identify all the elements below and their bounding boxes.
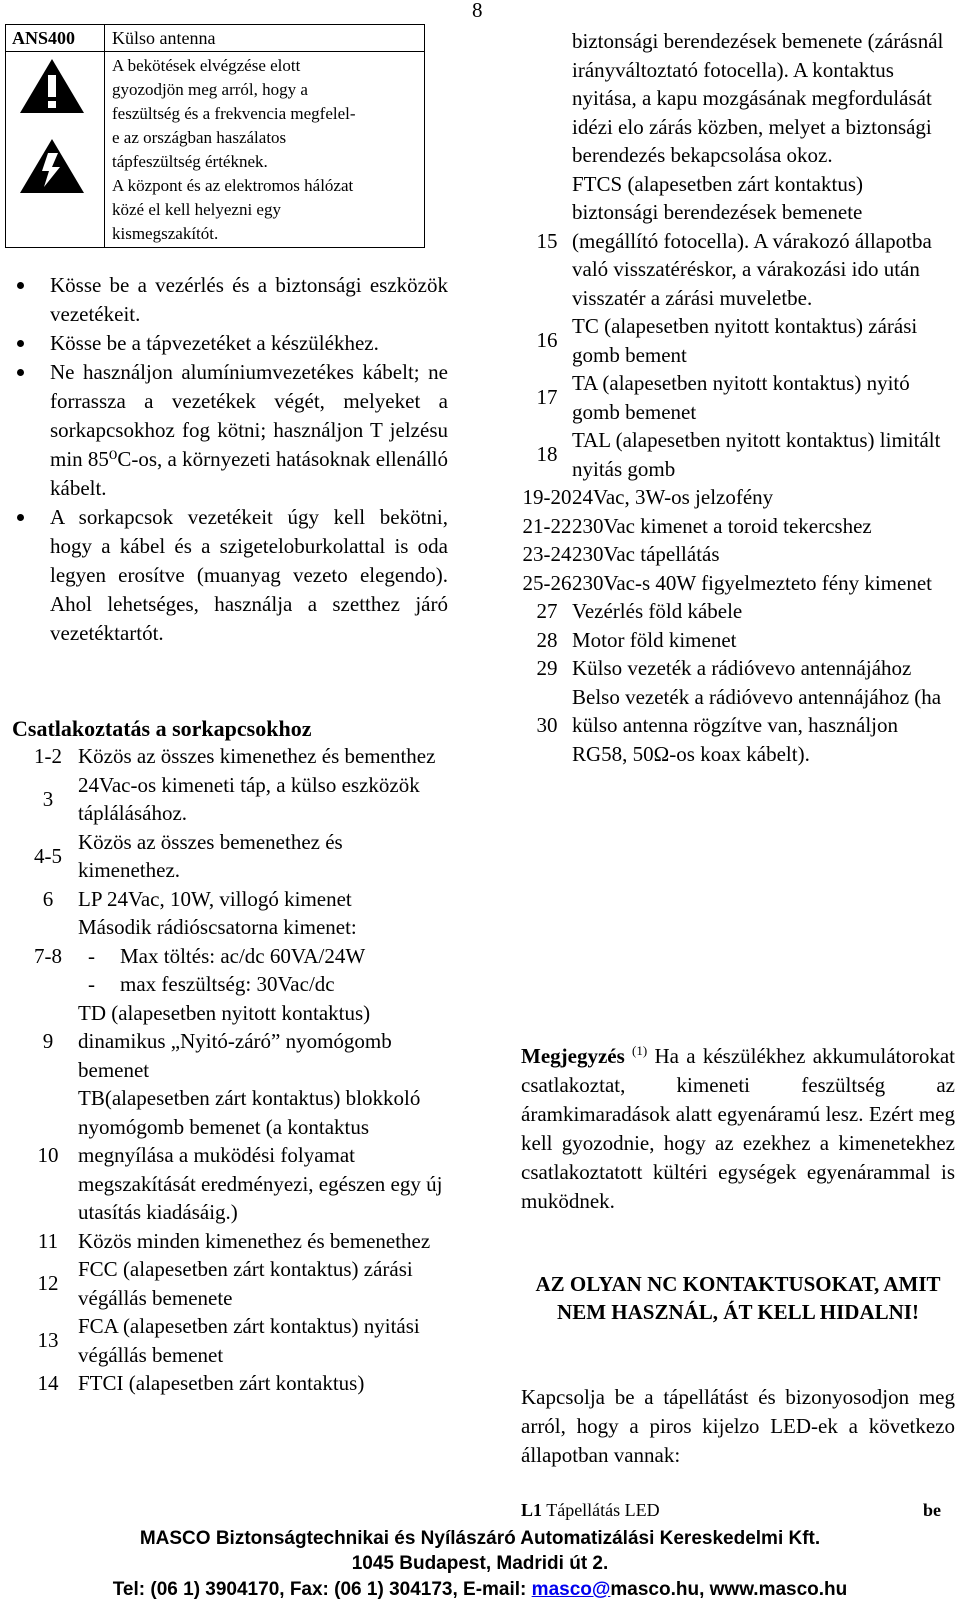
footer-web: masco.hu, www.masco.hu [610, 1579, 848, 1600]
terminal-number: 9 [42, 1029, 54, 1053]
terminal-table-right [522, 27, 952, 768]
electrical-hazard-icon [18, 137, 86, 195]
table-row [18, 828, 448, 885]
page-number: 8 [472, 0, 483, 22]
table-row [18, 1084, 448, 1227]
terminal-description: Belso vezeték a rádióvevo antennájához (ha külso antenna rögzítve van, használjon RG58, 50Ω-os koax kábelt). [572, 684, 942, 766]
warning-triangle-icon [18, 57, 86, 115]
table-row [522, 512, 952, 541]
table-row [522, 540, 952, 569]
email-link[interactable]: masco@ [531, 1579, 611, 1600]
warning-line: e az országban haszálatos [112, 128, 287, 147]
note-footnote-mark: (1) [632, 1043, 648, 1058]
sub-item-text: Max töltés: ac/dc 60VA/24W [120, 943, 366, 968]
warning-line: tápfeszültség értéknek. [112, 152, 268, 171]
table-row [522, 170, 952, 313]
terminal-description: Közös minden kimenethez és bemenethez [78, 1228, 431, 1253]
terminal-number: 17 [536, 385, 558, 410]
terminal-description: FTCI (alapesetben zárt kontaktus) [78, 1371, 365, 1395]
terminal-description-group [78, 913, 448, 999]
terminal-number: 4-5 [34, 843, 62, 868]
intro-paragraph: Kapcsolja be a tápellátást és bizonyosodjon meg arról, hogy a piros kijelzo LED-ek a következo állapotban vannak: [521, 1385, 955, 1467]
terminal-description: FCC (alapesetben zárt kontaktus) zárási végállás bemenete [78, 1257, 413, 1310]
table-row [522, 626, 952, 655]
terminal-number: 14 [37, 1371, 59, 1395]
led-id: L1 [521, 1500, 543, 1520]
table-row [522, 312, 952, 369]
warning-box-header-line [6, 51, 424, 52]
terminal-description: TB(alapesetben zárt kontaktus) blokkoló nyomógomb bemenet (a kontaktus megnyílása a muködési folyamat megszakítását eredményezi, egészen egy új utasítás kiadásáig.) [78, 1086, 443, 1224]
warning-box-divider [104, 25, 105, 247]
sub-item: - Max töltés: ac/dc 60VA/24W [88, 943, 366, 968]
terminal-description: biztonsági berendezések bemenete (zárásnál irányváltoztató fotocella). A kontaktus nyitása, a kapu mozgásának megfordulását idézi elo zárás közben, melyet a biztonsági berendezés bekapcsolása okoz. [572, 29, 944, 167]
warning-line: közé el kell helyezni egy [112, 200, 281, 219]
footer-contact [0, 1579, 960, 1601]
warning-heading: Külso antenna [112, 28, 216, 48]
terminal-number: 30 [536, 713, 558, 737]
table-row [522, 569, 952, 598]
note-label: Megjegyzés [521, 1044, 625, 1068]
terminal-number: 6 [42, 886, 54, 911]
table-row [522, 27, 952, 170]
table-row [522, 683, 952, 769]
terminal-description: TAL (alapesetben nyitott kontaktus) limitált nyitás gomb [572, 428, 941, 481]
warning-line: A bekötések elvégzése elott [112, 56, 301, 75]
instruction-list [12, 271, 448, 648]
terminal-number: 25-26 [522, 570, 572, 595]
terminal-description: Közös az összes kimenethez és bementhez [78, 744, 436, 768]
table-row [522, 654, 952, 683]
table-row [18, 885, 448, 914]
terminal-description: 230Vac kimenet a toroid tekercshez [572, 513, 872, 538]
terminal-description: Közös az összes bemenethez és kimenethez. [78, 829, 343, 882]
table-row [18, 913, 448, 999]
terminal-description: TC (alapesetben nyitott kontaktus) zárási gomb bement [572, 314, 918, 367]
table-row [522, 426, 952, 483]
terminal-description: Motor föld kimenet [572, 627, 737, 652]
terminal-number: 3 [42, 786, 54, 811]
warning-box [5, 24, 425, 248]
terminal-description: 24Vac, 3W-os jelzofény [572, 485, 774, 509]
terminal-number: 12 [37, 1271, 59, 1296]
terminal-number: 23-24 [522, 542, 572, 566]
terminal-description: TA (alapesetben nyitott kontaktus) nyitó gomb bemenet [572, 371, 910, 424]
terminal-number: 18 [536, 442, 558, 467]
terminal-number: 21-22 [522, 513, 572, 538]
terminal-number: 27 [536, 599, 558, 623]
terminal-number: 7-8 [34, 943, 62, 968]
table-row [18, 1255, 448, 1312]
terminal-number [522, 27, 572, 170]
list-item: Kösse be a vezérlés és a biztonsági eszközök vezetékeit. [12, 271, 448, 329]
table-row [18, 1227, 448, 1256]
terminal-table-left [18, 742, 448, 1398]
warning-line: A központ és az elektromos hálózat [112, 176, 354, 195]
bridge-warning: AZ OLYAN NC KONTAKTUSOKAT, AMIT NEM HASZNÁL, ÁT KELL HIDALNI! [535, 1272, 941, 1324]
list-item: Kösse be a tápvezetéket a készülékhez. [12, 329, 448, 358]
table-row [18, 1369, 448, 1398]
terminal-description: Külso vezeték a rádióvevo antennájához [572, 656, 912, 680]
terminal-number: 10 [37, 1143, 59, 1167]
table-row [522, 483, 952, 512]
table-row [18, 1312, 448, 1369]
warning-line: kismegszakítót. [112, 224, 219, 243]
footer-company: MASCO Biztonságtechnikai és Nyílászáró Automatizálási Kereskedelmi Kft. [139, 1528, 821, 1549]
terminal-description: 24Vac-os kimeneti táp, a külso eszközök táplálásához. [78, 772, 420, 825]
terminal-description: FCA (alapesetben zárt kontaktus) nyitási végállás bemenet [78, 1314, 420, 1367]
model-label: ANS400 [12, 28, 76, 48]
terminal-description: TD (alapesetben nyitott kontaktus) dinamikus „Nyitó-záró” nyomógomb bemenet [78, 1000, 392, 1082]
led-state: be [923, 1500, 941, 1520]
terminal-description: LP 24Vac, 10W, villogó kimenet [78, 886, 352, 911]
footer-address: 1045 Budapest, Madridi út 2. [351, 1553, 609, 1574]
terminal-number: 16 [536, 328, 558, 353]
list-item: Ne használjon alumíniumvezetékes kábelt; ne forrassza a vezetékek végét, melyeket a sorkapcsokhoz fog kötni; használjon T jelzésu min 85⁰C-os, a környezeti hatásoknak ellenálló kábelt. [12, 358, 448, 503]
footer-phone-fax: Tel: (06 1) 3904170, Fax: (06 1) 304173, E-mail: [112, 1579, 532, 1600]
table-row [18, 771, 448, 828]
list-item: A sorkapcsok vezetékeit úgy kell bekötni, hogy a kábel és a szigeteloburkolattal is oda legyen erosítve (muanyag vezeto elegendo). Ahol lehetséges, használja a szetthez járó vezetéktartót. [12, 503, 448, 648]
terminal-number: 19-20 [522, 485, 572, 509]
terminal-description: Vezérlés föld kábele [572, 599, 743, 623]
table-row [522, 597, 952, 626]
terminal-description: 230Vac-s 40W figyelmezteto fény kimenet [572, 570, 932, 595]
terminal-number: 13 [37, 1328, 59, 1353]
terminal-number: 1-2 [34, 744, 62, 768]
terminal-number: 29 [536, 656, 558, 680]
terminal-description: 230Vac tápellátás [572, 542, 720, 566]
terminal-number: 11 [37, 1228, 59, 1253]
table-row [522, 369, 952, 426]
warning-text [112, 54, 417, 246]
terminal-description: FTCS (alapesetben zárt kontaktus) biztonsági berendezések bemenete (megállító fotocella). A várakozó állapotba való visszatéréskor, a várakozási ido után visszatér a zárási muveletbe. [572, 171, 932, 310]
terminal-description: Második rádióscsatorna kimenet: [78, 915, 357, 939]
note-text: Ha a készülékhez akkumulátorokat csatlakoztat, kimeneti feszültség az áramkimaradások alatt egyenáramú lesz. Ezért meg kell gyozodnie, hogy az ezekhez a kimenetekhez csatlakoztatott kültéri egységek egyenárammal is muködnek. [521, 1044, 955, 1213]
section-title: Csatlakoztatás a sorkapcsokhoz [12, 716, 312, 741]
terminal-number: 15 [536, 228, 558, 253]
note-paragraph [521, 1036, 955, 1216]
warning-line: gyozodjön meg arról, hogy a [112, 80, 308, 99]
led-status-row [521, 1500, 941, 1521]
sub-item-text: max feszültség: 30Vac/dc [120, 972, 335, 996]
sub-item: - max feszültség: 30Vac/dc [88, 972, 335, 996]
table-row [18, 742, 448, 771]
table-row [18, 999, 448, 1085]
warning-line: feszültség és a frekvencia megfelel- [112, 104, 356, 123]
led-label: Tápellátás LED [546, 1500, 660, 1520]
terminal-number: 28 [536, 627, 558, 652]
